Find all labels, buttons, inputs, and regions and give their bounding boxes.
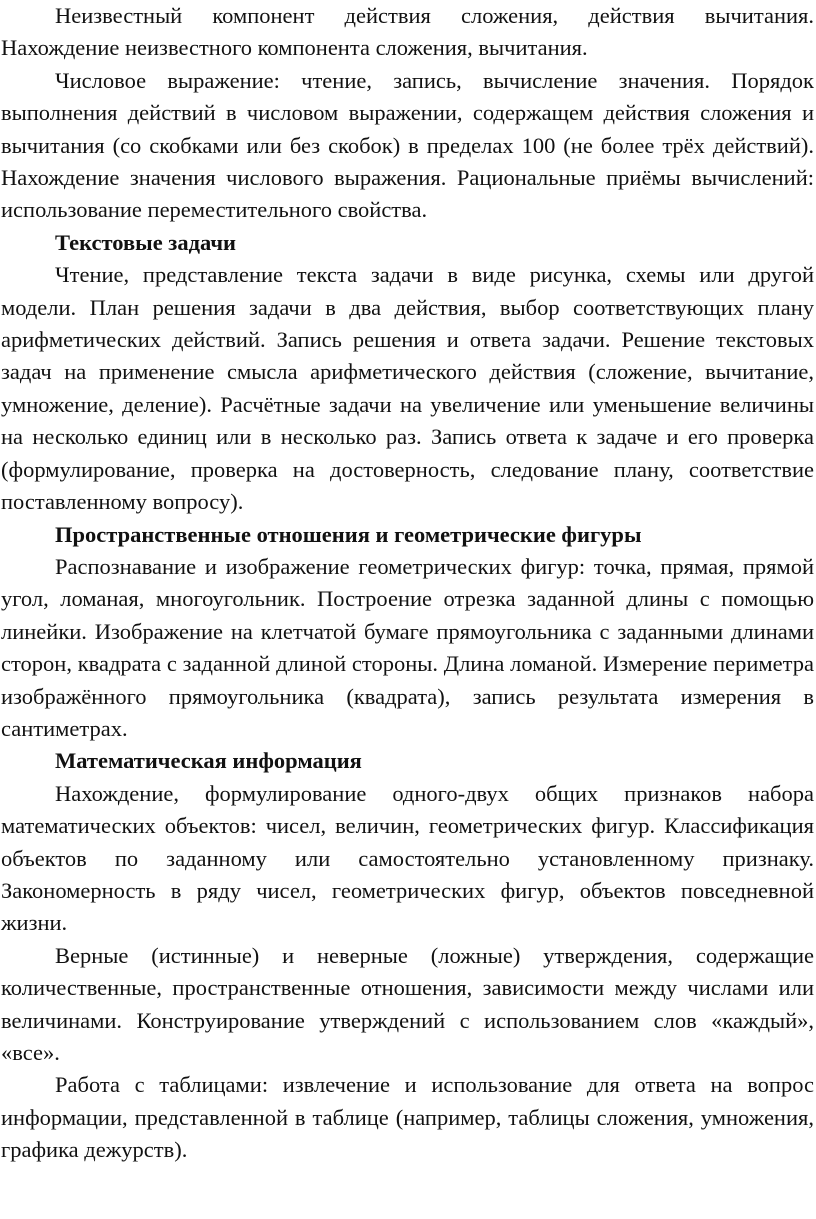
paragraph-common-features: Нахождение, формулирование одного-двух общих признаков набора математических объектов: чисел, величин, геометрических фигур. Классификация объектов по заданному или самостоятельно установленному признаку. Закономерность в ряду чисел, геометрических фигур, объектов повседневной жизни.: [1, 780, 814, 936]
heading-math-information: Математическая информация: [55, 748, 362, 774]
paragraph-tables: Работа с таблицами: извлечение и использование для ответа на вопрос информации, представленной в таблице (например, таблицы сложения, умножения, графика дежурств).: [1, 1072, 814, 1163]
paragraph-geometric-figures: Распознавание и изображение геометрических фигур: точка, прямая, прямой угол, ломаная, многоугольник. Построение отрезка заданной длины с помощью линейки. Изображение на клетчатой бумаге прямоугольника с заданными длинами сторон, квадрата с заданной длиной стороны. Длина ломаной. Измерение периметра изображённого прямоугольника (квадрата), запись результата измерения в сантиметрах.: [1, 553, 814, 741]
heading-text-problems: Текстовые задачи: [55, 229, 236, 255]
paragraph-text-problems: Чтение, представление текста задачи в виде рисунка, схемы или другой модели. План решения задачи в два действия, выбор соответствующих плану арифметических действий. Запись решения и ответа задачи. Решение текстовых задач на применение смысла арифметического действия (сложение, вычитание, умножение, деление). Расчётные задачи на увеличение или уменьшение величины на несколько единиц или в несколько раз. Запись ответа к задаче и его проверка (формулирование, проверка на достоверность, следование плану, соответствие поставленному вопросу).: [1, 262, 814, 515]
paragraph-unknown-component: Неизвестный компонент действия сложения, действия вычитания. Нахождение неизвестного компонента сложения, вычитания.: [1, 3, 814, 61]
paragraph-true-false-statements: Верные (истинные) и неверные (ложные) утверждения, содержащие количественные, пространственные отношения, зависимости между числами или величинами. Конструирование утверждений с использованием слов «каждый», «все».: [1, 942, 814, 1065]
paragraph-numeric-expression: Числовое выражение: чтение, запись, вычисление значения. Порядок выполнения действий в числовом выражении, содержащем действия сложения и вычитания (со скобками или без скобок) в пределах 100 (не более трёх действий). Нахождение значения числового выражения. Рациональные приёмы вычислений: использование переместительного свойства.: [1, 67, 814, 223]
heading-spatial-relations: Пространственные отношения и геометрические фигуры: [55, 521, 642, 547]
